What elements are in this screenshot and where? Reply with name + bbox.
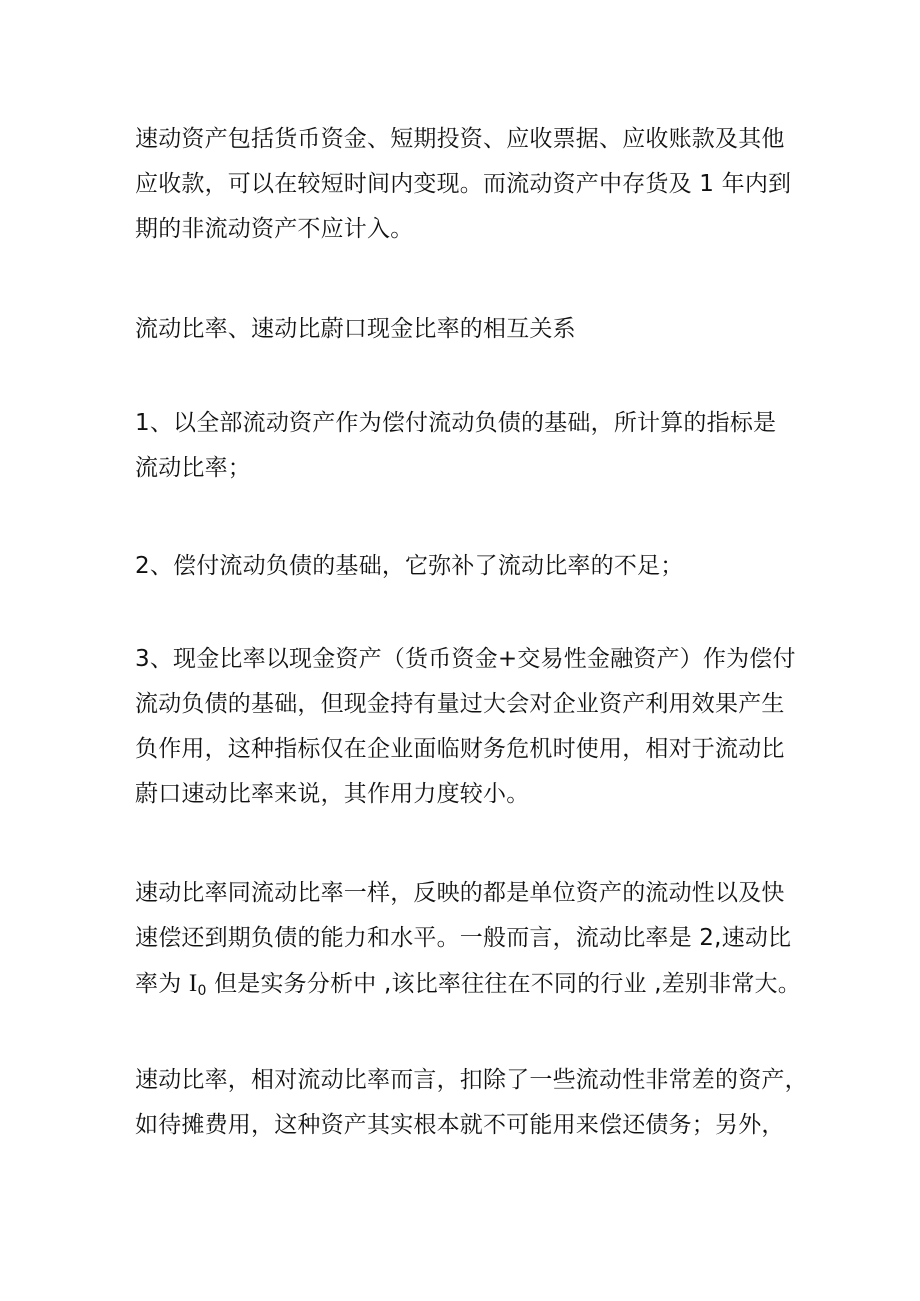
text-fragment: 但是实务分析中 ,该比率往往在不同的行业 ,差别非常大。 xyxy=(206,971,801,997)
text-line: 速偿还到期负债的能力和水平。一般而言，流动比率是 2,速动比 xyxy=(135,925,792,951)
text-line-with-subscript xyxy=(135,961,815,1014)
list-item-3 xyxy=(135,637,815,817)
text-line: 1、以全部流动资产作为偿付流动负债的基础，所计算的指标是 xyxy=(135,410,777,436)
text-line: 蔚口速动比率来说，其作用力度较小。 xyxy=(135,781,530,807)
text-line: 流动负债的基础，但现金持有量过大会对企业资产利用效果产生 xyxy=(135,691,785,717)
ratio-subscript: 0 xyxy=(197,983,207,999)
list-item-1 xyxy=(135,401,815,491)
paragraph-quick-ratio-comparison xyxy=(135,871,815,1014)
text-line: 如待摊费用，这种资产其实根本就不可能用来偿还债务；另外， xyxy=(135,1112,785,1138)
text-line: 速动比率，相对流动比率而言，扣除了一些流动性非常差的资产， xyxy=(135,1067,808,1093)
ratio-symbol: I xyxy=(188,970,198,997)
section-heading xyxy=(135,307,815,352)
text-line: 期的非流动资产不应计入。 xyxy=(135,216,414,242)
text-line: 负作用，这种指标仅在企业面临财务危机时使用，相对于流动比 xyxy=(135,736,785,762)
text-line: 3、现金比率以现金资产（货币资金+交易性金融资产）作为偿付 xyxy=(135,646,796,672)
list-item-2 xyxy=(135,544,815,589)
text-line: 速动比率同流动比率一样，反映的都是单位资产的流动性以及快 xyxy=(135,880,785,906)
text-line: 速动资产包括货币资金、短期投资、应收票据、应收账款及其他 xyxy=(135,126,785,152)
text-fragment: 率为 xyxy=(135,971,189,997)
paragraph-quick-ratio-deduction xyxy=(135,1058,815,1148)
text-line: 2、偿付流动负债的基础，它弥补了流动比率的不足； xyxy=(135,553,684,579)
text-line: 流动比率、速动比蔚口现金比率的相互关系 xyxy=(135,316,576,342)
paragraph-quick-assets xyxy=(135,117,815,252)
text-line: 流动比率； xyxy=(135,455,251,481)
text-line: 应收款，可以在较短时间内变现。而流动资产中存货及 1 年内到 xyxy=(135,171,792,197)
